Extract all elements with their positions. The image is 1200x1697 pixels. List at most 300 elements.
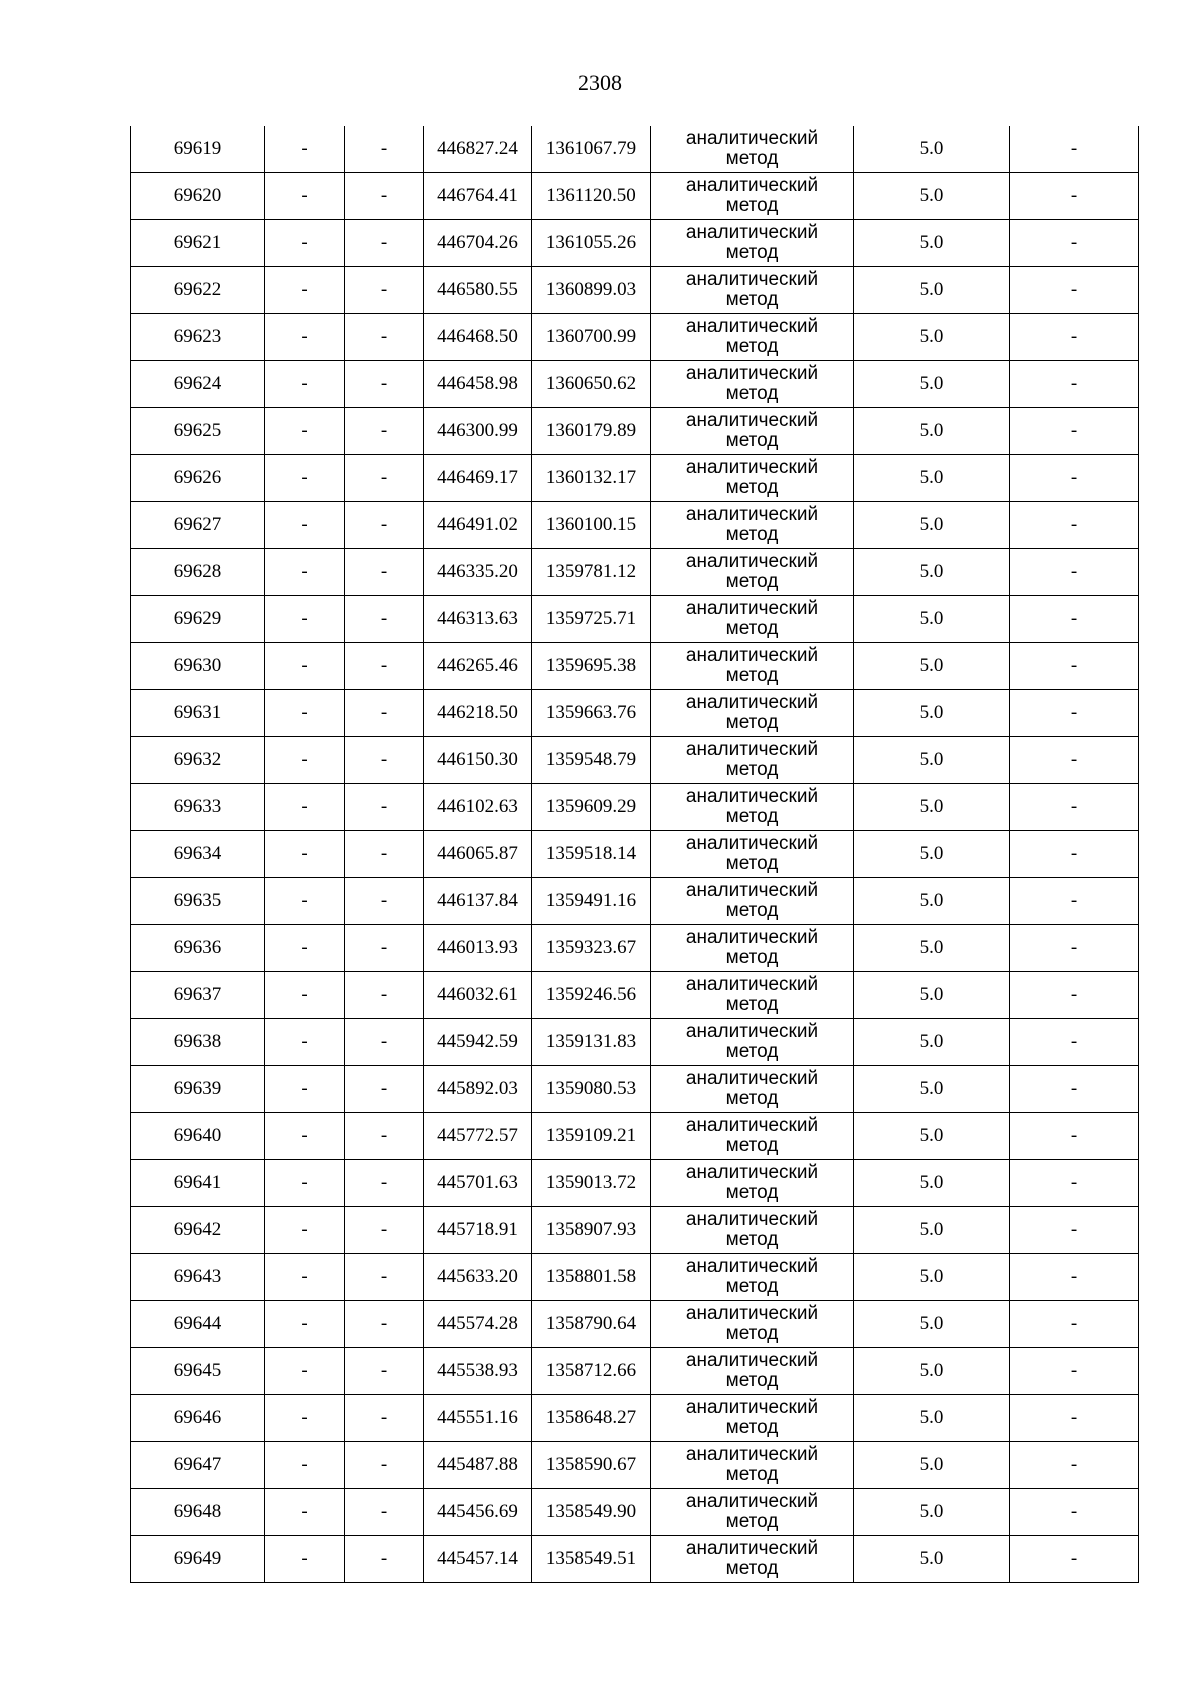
dash-cell: - [265, 831, 345, 878]
table-row [131, 502, 1139, 549]
dash-cell: - [1010, 502, 1139, 549]
table-body [131, 126, 1139, 1583]
dash-cell: - [345, 455, 424, 502]
x-coordinate-cell: 445772.57 [424, 1113, 532, 1160]
table-row [131, 1442, 1139, 1489]
method-line-1: аналитический [685, 1397, 819, 1418]
dash-cell: - [345, 596, 424, 643]
method-cell [651, 1254, 854, 1301]
method-line-1: аналитический [685, 175, 819, 196]
dash-cell: - [265, 173, 345, 220]
dash-cell: - [1010, 1536, 1139, 1583]
dash-cell: - [265, 126, 345, 173]
dash-cell: - [345, 643, 424, 690]
x-coordinate-cell: 445942.59 [424, 1019, 532, 1066]
table-row [131, 1254, 1139, 1301]
method-line-1: аналитический [685, 880, 819, 901]
method-cell [651, 690, 854, 737]
accuracy-cell: 5.0 [854, 314, 1010, 361]
y-coordinate-cell: 1358549.51 [532, 1536, 651, 1583]
dash-cell: - [265, 220, 345, 267]
table-row [131, 314, 1139, 361]
point-id-cell: 69628 [131, 549, 265, 596]
method-line-2: метод [725, 1229, 779, 1250]
dash-cell: - [1010, 1019, 1139, 1066]
x-coordinate-cell: 445701.63 [424, 1160, 532, 1207]
y-coordinate-cell: 1359131.83 [532, 1019, 651, 1066]
table-row [131, 925, 1139, 972]
dash-cell: - [265, 455, 345, 502]
y-coordinate-cell: 1359695.38 [532, 643, 651, 690]
x-coordinate-cell: 446580.55 [424, 267, 532, 314]
y-coordinate-cell: 1359609.29 [532, 784, 651, 831]
table-row [131, 690, 1139, 737]
dash-cell: - [265, 1301, 345, 1348]
method-cell [651, 173, 854, 220]
y-coordinate-cell: 1359781.12 [532, 549, 651, 596]
dash-cell: - [345, 784, 424, 831]
method-line-2: метод [725, 289, 779, 310]
accuracy-cell: 5.0 [854, 1301, 1010, 1348]
point-id-cell: 69620 [131, 173, 265, 220]
dash-cell: - [265, 1254, 345, 1301]
dash-cell: - [345, 126, 424, 173]
method-line-1: аналитический [685, 222, 819, 243]
method-cell [651, 1066, 854, 1113]
method-line-1: аналитический [685, 692, 819, 713]
point-id-cell: 69648 [131, 1489, 265, 1536]
method-line-2: метод [725, 1276, 779, 1297]
dash-cell: - [1010, 831, 1139, 878]
method-line-1: аналитический [685, 1538, 819, 1559]
dash-cell: - [345, 1066, 424, 1113]
dash-cell: - [265, 643, 345, 690]
dash-cell: - [265, 1019, 345, 1066]
method-line-1: аналитический [685, 316, 819, 337]
table-row [131, 173, 1139, 220]
dash-cell: - [1010, 549, 1139, 596]
method-line-1: аналитический [685, 1115, 819, 1136]
point-id-cell: 69644 [131, 1301, 265, 1348]
point-id-cell: 69635 [131, 878, 265, 925]
method-line-1: аналитический [685, 410, 819, 431]
table-row [131, 1160, 1139, 1207]
dash-cell: - [1010, 972, 1139, 1019]
point-id-cell: 69643 [131, 1254, 265, 1301]
method-line-1: аналитический [685, 1256, 819, 1277]
method-line-2: метод [725, 665, 779, 686]
method-cell [651, 1113, 854, 1160]
dash-cell: - [265, 1442, 345, 1489]
x-coordinate-cell: 445892.03 [424, 1066, 532, 1113]
dash-cell: - [345, 408, 424, 455]
x-coordinate-cell: 445551.16 [424, 1395, 532, 1442]
dash-cell: - [1010, 1489, 1139, 1536]
y-coordinate-cell: 1359548.79 [532, 737, 651, 784]
dash-cell: - [265, 1066, 345, 1113]
dash-cell: - [1010, 314, 1139, 361]
dash-cell: - [1010, 1207, 1139, 1254]
dash-cell: - [1010, 690, 1139, 737]
method-line-2: метод [725, 1182, 779, 1203]
accuracy-cell: 5.0 [854, 549, 1010, 596]
dash-cell: - [1010, 1301, 1139, 1348]
method-cell [651, 925, 854, 972]
method-cell [651, 267, 854, 314]
accuracy-cell: 5.0 [854, 1019, 1010, 1066]
method-line-2: метод [725, 1370, 779, 1391]
method-line-1: аналитический [685, 1021, 819, 1042]
dash-cell: - [345, 1160, 424, 1207]
point-id-cell: 69626 [131, 455, 265, 502]
method-cell [651, 314, 854, 361]
point-id-cell: 69621 [131, 220, 265, 267]
point-id-cell: 69645 [131, 1348, 265, 1395]
table-row [131, 737, 1139, 784]
accuracy-cell: 5.0 [854, 784, 1010, 831]
x-coordinate-cell: 446764.41 [424, 173, 532, 220]
dash-cell: - [265, 1207, 345, 1254]
table-row [131, 267, 1139, 314]
method-line-1: аналитический [685, 128, 819, 149]
method-cell [651, 1536, 854, 1583]
dash-cell: - [345, 1536, 424, 1583]
dash-cell: - [265, 690, 345, 737]
method-line-1: аналитический [685, 551, 819, 572]
accuracy-cell: 5.0 [854, 1113, 1010, 1160]
y-coordinate-cell: 1360179.89 [532, 408, 651, 455]
dash-cell: - [1010, 267, 1139, 314]
method-cell [651, 737, 854, 784]
accuracy-cell: 5.0 [854, 831, 1010, 878]
y-coordinate-cell: 1358549.90 [532, 1489, 651, 1536]
dash-cell: - [1010, 737, 1139, 784]
dash-cell: - [345, 925, 424, 972]
dash-cell: - [265, 784, 345, 831]
dash-cell: - [1010, 126, 1139, 173]
accuracy-cell: 5.0 [854, 173, 1010, 220]
dash-cell: - [265, 1489, 345, 1536]
method-cell [651, 549, 854, 596]
y-coordinate-cell: 1359013.72 [532, 1160, 651, 1207]
x-coordinate-cell: 445457.14 [424, 1536, 532, 1583]
method-line-2: метод [725, 994, 779, 1015]
method-line-2: метод [725, 195, 779, 216]
method-line-2: метод [725, 1135, 779, 1156]
y-coordinate-cell: 1361055.26 [532, 220, 651, 267]
method-line-1: аналитический [685, 927, 819, 948]
dash-cell: - [1010, 596, 1139, 643]
method-cell [651, 784, 854, 831]
y-coordinate-cell: 1360650.62 [532, 361, 651, 408]
method-line-2: метод [725, 1511, 779, 1532]
x-coordinate-cell: 445718.91 [424, 1207, 532, 1254]
y-coordinate-cell: 1359080.53 [532, 1066, 651, 1113]
dash-cell: - [345, 220, 424, 267]
dash-cell: - [1010, 1348, 1139, 1395]
accuracy-cell: 5.0 [854, 972, 1010, 1019]
x-coordinate-cell: 445633.20 [424, 1254, 532, 1301]
method-line-2: метод [725, 1088, 779, 1109]
dash-cell: - [265, 361, 345, 408]
method-line-2: метод [725, 759, 779, 780]
method-line-2: метод [725, 148, 779, 169]
method-line-1: аналитический [685, 363, 819, 384]
table-row [131, 361, 1139, 408]
accuracy-cell: 5.0 [854, 1254, 1010, 1301]
method-cell [651, 455, 854, 502]
method-line-2: метод [725, 1558, 779, 1579]
method-line-2: метод [725, 712, 779, 733]
method-cell [651, 1207, 854, 1254]
x-coordinate-cell: 446458.98 [424, 361, 532, 408]
x-coordinate-cell: 446469.17 [424, 455, 532, 502]
dash-cell: - [1010, 1395, 1139, 1442]
accuracy-cell: 5.0 [854, 1395, 1010, 1442]
dash-cell: - [345, 878, 424, 925]
x-coordinate-cell: 445574.28 [424, 1301, 532, 1348]
dash-cell: - [345, 972, 424, 1019]
accuracy-cell: 5.0 [854, 408, 1010, 455]
dash-cell: - [265, 1160, 345, 1207]
method-cell [651, 831, 854, 878]
method-line-2: метод [725, 1323, 779, 1344]
accuracy-cell: 5.0 [854, 502, 1010, 549]
point-id-cell: 69634 [131, 831, 265, 878]
dash-cell: - [265, 549, 345, 596]
method-line-1: аналитический [685, 974, 819, 995]
accuracy-cell: 5.0 [854, 1348, 1010, 1395]
method-line-2: метод [725, 1464, 779, 1485]
dash-cell: - [345, 549, 424, 596]
method-line-2: метод [725, 430, 779, 451]
x-coordinate-cell: 445456.69 [424, 1489, 532, 1536]
x-coordinate-cell: 446013.93 [424, 925, 532, 972]
method-line-1: аналитический [685, 504, 819, 525]
dash-cell: - [265, 267, 345, 314]
method-line-2: метод [725, 853, 779, 874]
method-line-1: аналитический [685, 645, 819, 666]
dash-cell: - [1010, 455, 1139, 502]
method-line-1: аналитический [685, 1162, 819, 1183]
table-row [131, 1348, 1139, 1395]
x-coordinate-cell: 446065.87 [424, 831, 532, 878]
point-id-cell: 69642 [131, 1207, 265, 1254]
y-coordinate-cell: 1361120.50 [532, 173, 651, 220]
x-coordinate-cell: 446468.50 [424, 314, 532, 361]
dash-cell: - [265, 878, 345, 925]
accuracy-cell: 5.0 [854, 1442, 1010, 1489]
method-line-2: метод [725, 1417, 779, 1438]
point-id-cell: 69636 [131, 925, 265, 972]
y-coordinate-cell: 1361067.79 [532, 126, 651, 173]
accuracy-cell: 5.0 [854, 455, 1010, 502]
y-coordinate-cell: 1359246.56 [532, 972, 651, 1019]
dash-cell: - [1010, 1160, 1139, 1207]
table-row [131, 220, 1139, 267]
dash-cell: - [265, 737, 345, 784]
dash-cell: - [345, 361, 424, 408]
table-row [131, 596, 1139, 643]
x-coordinate-cell: 446265.46 [424, 643, 532, 690]
accuracy-cell: 5.0 [854, 126, 1010, 173]
point-id-cell: 69646 [131, 1395, 265, 1442]
dash-cell: - [1010, 173, 1139, 220]
method-cell [651, 502, 854, 549]
method-line-1: аналитический [685, 1303, 819, 1324]
dash-cell: - [345, 1489, 424, 1536]
dash-cell: - [1010, 1254, 1139, 1301]
method-line-2: метод [725, 806, 779, 827]
dash-cell: - [1010, 408, 1139, 455]
method-cell [651, 1019, 854, 1066]
table-row [131, 126, 1139, 173]
y-coordinate-cell: 1358790.64 [532, 1301, 651, 1348]
dash-cell: - [345, 314, 424, 361]
dash-cell: - [345, 1207, 424, 1254]
accuracy-cell: 5.0 [854, 737, 1010, 784]
dash-cell: - [345, 1113, 424, 1160]
point-id-cell: 69619 [131, 126, 265, 173]
method-line-2: метод [725, 900, 779, 921]
point-id-cell: 69629 [131, 596, 265, 643]
x-coordinate-cell: 446313.63 [424, 596, 532, 643]
x-coordinate-cell: 445538.93 [424, 1348, 532, 1395]
x-coordinate-cell: 446137.84 [424, 878, 532, 925]
x-coordinate-cell: 446491.02 [424, 502, 532, 549]
dash-cell: - [265, 1348, 345, 1395]
method-line-2: метод [725, 336, 779, 357]
dash-cell: - [265, 972, 345, 1019]
dash-cell: - [345, 737, 424, 784]
method-cell [651, 220, 854, 267]
y-coordinate-cell: 1360899.03 [532, 267, 651, 314]
method-line-2: метод [725, 477, 779, 498]
dash-cell: - [1010, 643, 1139, 690]
method-line-1: аналитический [685, 1350, 819, 1371]
table-row [131, 455, 1139, 502]
method-line-1: аналитический [685, 1491, 819, 1512]
dash-cell: - [345, 1301, 424, 1348]
point-id-cell: 69631 [131, 690, 265, 737]
method-line-1: аналитический [685, 598, 819, 619]
x-coordinate-cell: 446827.24 [424, 126, 532, 173]
dash-cell: - [345, 173, 424, 220]
y-coordinate-cell: 1360132.17 [532, 455, 651, 502]
method-line-2: метод [725, 1041, 779, 1062]
table-row [131, 1019, 1139, 1066]
accuracy-cell: 5.0 [854, 1536, 1010, 1583]
dash-cell: - [345, 831, 424, 878]
accuracy-cell: 5.0 [854, 1066, 1010, 1113]
dash-cell: - [1010, 1066, 1139, 1113]
dash-cell: - [1010, 361, 1139, 408]
accuracy-cell: 5.0 [854, 925, 1010, 972]
method-line-1: аналитический [685, 1444, 819, 1465]
y-coordinate-cell: 1358648.27 [532, 1395, 651, 1442]
dash-cell: - [1010, 925, 1139, 972]
accuracy-cell: 5.0 [854, 361, 1010, 408]
dash-cell: - [345, 502, 424, 549]
y-coordinate-cell: 1358712.66 [532, 1348, 651, 1395]
method-line-2: метод [725, 524, 779, 545]
x-coordinate-cell: 445487.88 [424, 1442, 532, 1489]
dash-cell: - [345, 1395, 424, 1442]
method-cell [651, 126, 854, 173]
point-id-cell: 69632 [131, 737, 265, 784]
accuracy-cell: 5.0 [854, 220, 1010, 267]
point-id-cell: 69627 [131, 502, 265, 549]
method-cell [651, 643, 854, 690]
x-coordinate-cell: 446704.26 [424, 220, 532, 267]
point-id-cell: 69630 [131, 643, 265, 690]
table-row [131, 643, 1139, 690]
table-row [131, 1301, 1139, 1348]
dash-cell: - [1010, 220, 1139, 267]
y-coordinate-cell: 1359323.67 [532, 925, 651, 972]
y-coordinate-cell: 1358907.93 [532, 1207, 651, 1254]
y-coordinate-cell: 1359109.21 [532, 1113, 651, 1160]
dash-cell: - [345, 1348, 424, 1395]
x-coordinate-cell: 446032.61 [424, 972, 532, 1019]
point-id-cell: 69623 [131, 314, 265, 361]
page-number: 2308 [578, 70, 622, 95]
table-row [131, 1066, 1139, 1113]
dash-cell: - [1010, 1113, 1139, 1160]
dash-cell: - [1010, 784, 1139, 831]
dash-cell: - [265, 502, 345, 549]
point-id-cell: 69638 [131, 1019, 265, 1066]
table-row [131, 1489, 1139, 1536]
dash-cell: - [1010, 1442, 1139, 1489]
method-cell [651, 972, 854, 1019]
method-cell [651, 1348, 854, 1395]
accuracy-cell: 5.0 [854, 1489, 1010, 1536]
method-cell [651, 1395, 854, 1442]
method-line-2: метод [725, 571, 779, 592]
point-id-cell: 69633 [131, 784, 265, 831]
table-row [131, 784, 1139, 831]
dash-cell: - [345, 1442, 424, 1489]
x-coordinate-cell: 446335.20 [424, 549, 532, 596]
method-cell [651, 1489, 854, 1536]
dash-cell: - [345, 1019, 424, 1066]
method-line-1: аналитический [685, 786, 819, 807]
table-row [131, 1113, 1139, 1160]
point-id-cell: 69647 [131, 1442, 265, 1489]
dash-cell: - [265, 1395, 345, 1442]
point-id-cell: 69622 [131, 267, 265, 314]
table-row [131, 1395, 1139, 1442]
accuracy-cell: 5.0 [854, 878, 1010, 925]
table-row [131, 408, 1139, 455]
accuracy-cell: 5.0 [854, 267, 1010, 314]
y-coordinate-cell: 1359663.76 [532, 690, 651, 737]
method-line-1: аналитический [685, 739, 819, 760]
dash-cell: - [345, 690, 424, 737]
y-coordinate-cell: 1360100.15 [532, 502, 651, 549]
point-id-cell: 69640 [131, 1113, 265, 1160]
method-line-1: аналитический [685, 833, 819, 854]
point-id-cell: 69637 [131, 972, 265, 1019]
method-cell [651, 1160, 854, 1207]
method-line-2: метод [725, 242, 779, 263]
dash-cell: - [265, 1536, 345, 1583]
y-coordinate-cell: 1359725.71 [532, 596, 651, 643]
accuracy-cell: 5.0 [854, 1207, 1010, 1254]
accuracy-cell: 5.0 [854, 643, 1010, 690]
y-coordinate-cell: 1360700.99 [532, 314, 651, 361]
